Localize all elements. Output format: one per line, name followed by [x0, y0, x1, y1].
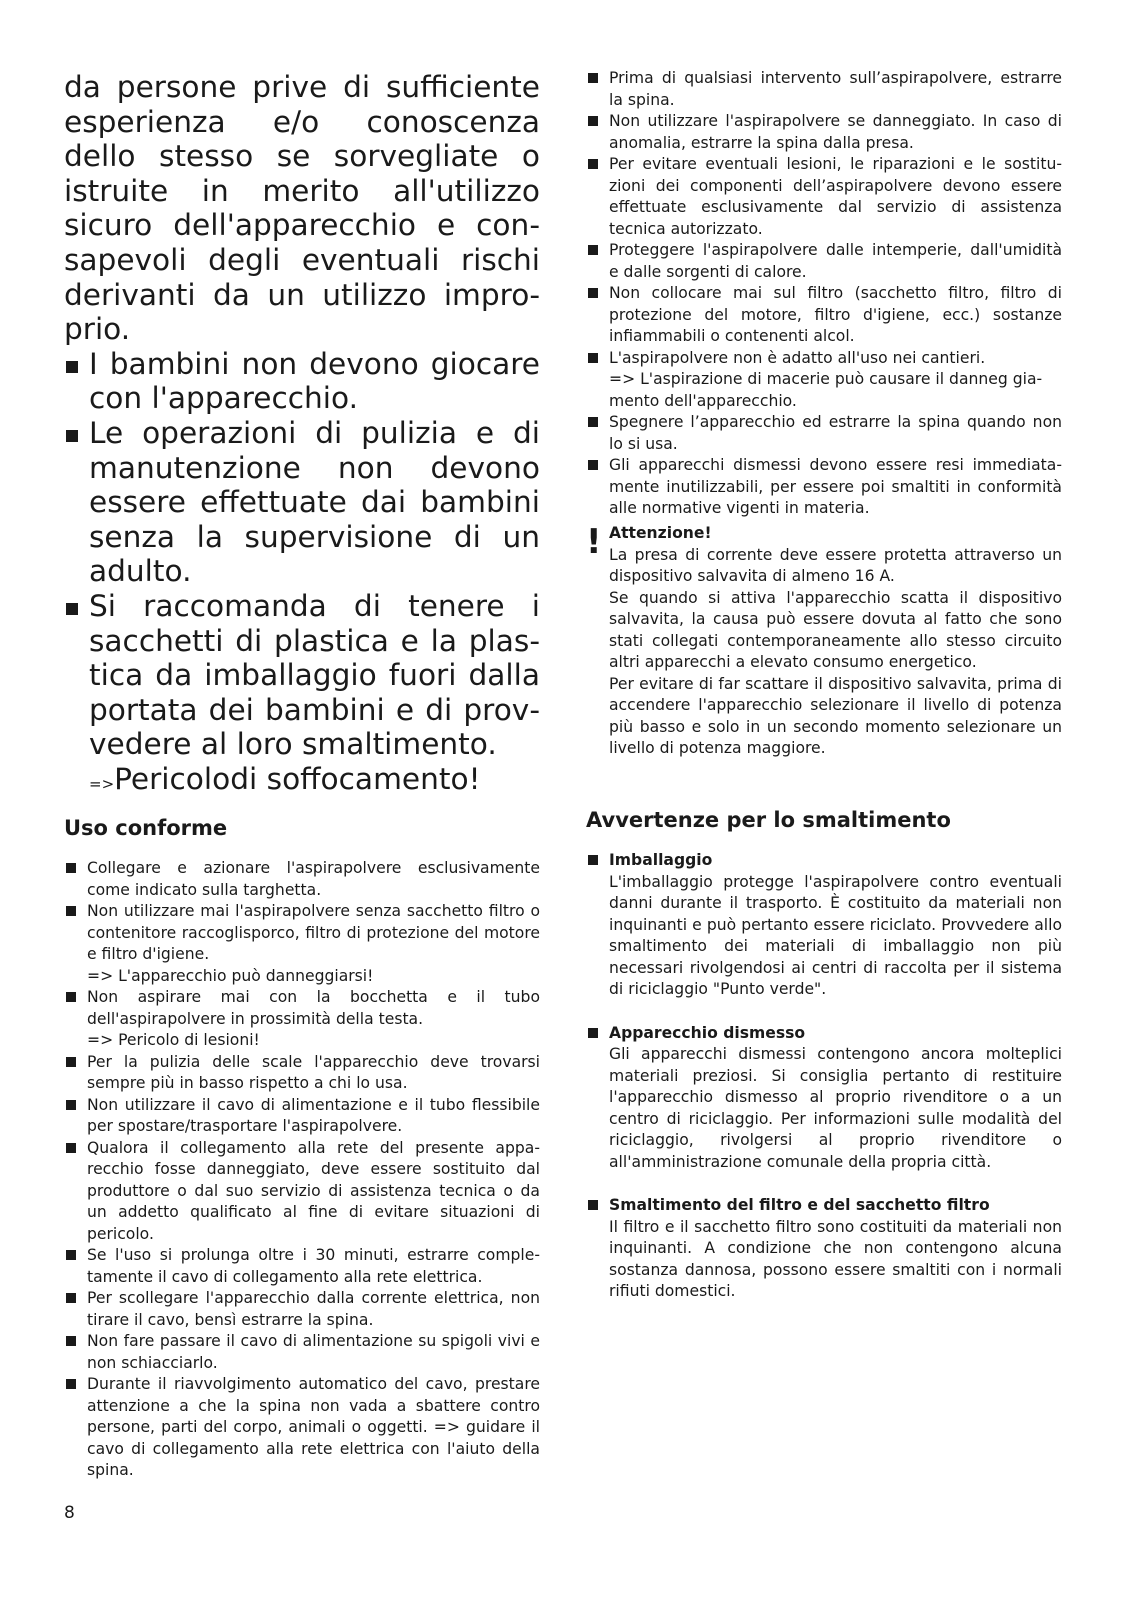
bullet-square-icon — [66, 603, 78, 615]
bullet-square-icon — [588, 855, 598, 865]
large-list-item — [64, 589, 540, 802]
disposal-list — [586, 850, 1062, 1303]
bullet-square-icon — [588, 353, 598, 363]
list-item-text: Collegare e azionare l'aspirapolvere esclusivamente come indicato sulla targhetta. — [87, 859, 540, 899]
large-list-item-continued — [64, 70, 540, 347]
list-item — [64, 1374, 540, 1482]
list-item-note: => L'apparecchio può danneggiarsi! — [87, 966, 374, 985]
list-item-text: Non utilizzare il cavo di alimentazione e il tubo flessibile per spostare/trasportare l'aspirapolvere. — [87, 1095, 540, 1135]
disposal-item-title: Apparecchio dismesso — [609, 1023, 806, 1042]
large-list-item-note-text: Pericolodi soffocamento! — [114, 761, 481, 796]
warning-body — [586, 523, 1062, 760]
arrow-icon: => — [89, 774, 115, 793]
bullet-square-icon — [66, 992, 76, 1002]
list-item — [586, 111, 1062, 154]
bullet-square-icon — [588, 460, 598, 470]
list-item — [64, 1245, 540, 1288]
large-print-list — [64, 70, 540, 801]
list-item — [586, 412, 1062, 455]
list-item-text: Non aspirare mai con la bocchetta e il tubo dell'aspirapolvere in prossimità della testa. — [87, 988, 540, 1028]
disposal-item-text: L'imballaggio protegge l'aspirapolvere contro eventuali danni durante il trasporto. È costituito da materiali non inquinanti e può pertanto essere riciclato. Provvedere allo smaltimento dei materiali di imballaggio non più necessari rivolgendosi ai centri di raccolta per il sistema di riciclaggio "Punto verde". — [609, 872, 1062, 998]
list-item-text: Spegnere l’apparecchio ed estrarre la spina quando non lo si usa. — [609, 413, 1062, 453]
bullet-square-icon — [66, 1250, 76, 1260]
large-list-item-text: Si raccomanda di tenere i sacchetti di plastica e la plastica da imballaggio fuori dalla portata dei bambini e di provvedere al loro smaltimento. — [89, 588, 540, 762]
list-item — [64, 858, 540, 901]
list-item — [64, 1288, 540, 1331]
bullet-square-icon — [66, 1379, 76, 1389]
list-item-text: Non utilizzare l'aspirapolvere se danneggiato. In caso di anomalia, estrarre la spina dalla presa. — [609, 112, 1062, 152]
disposal-item — [586, 1023, 1062, 1174]
list-item-text: Per la pulizia delle scale l'apparecchio deve trovarsi sempre più in basso rispetto a chi lo usa. — [87, 1052, 540, 1092]
list-item-text: Se l'uso si prolunga oltre i 30 minuti, estrarre completamente il cavo di collegamento alla rete elettrica. — [87, 1246, 540, 1286]
safety-list — [586, 68, 1062, 520]
list-item — [64, 1052, 540, 1095]
bullet-square-icon — [588, 159, 598, 169]
list-item-text: Per evitare eventuali lesioni, le riparazioni e le sostituzioni dei componenti dell’aspirapolvere devono essere effettuate esclusivamente dal servizio di assistenza tecnica autorizzato. — [609, 155, 1062, 238]
list-item — [586, 240, 1062, 283]
list-item — [64, 901, 540, 987]
list-item-text: L'aspirapolvere non è adatto all'uso nei cantieri. — [609, 348, 986, 367]
disposal-item-title: Imballaggio — [609, 851, 713, 869]
large-list-item-text: I bambini non devono giocare con l'apparecchio. — [89, 346, 540, 416]
list-item — [64, 1331, 540, 1374]
bullet-square-icon — [66, 1143, 76, 1153]
bullet-square-icon — [588, 1028, 598, 1038]
bullet-square-icon — [66, 863, 76, 873]
list-item — [586, 154, 1062, 240]
bullet-square-icon — [66, 906, 76, 916]
disposal-item-text: Il filtro e il sacchetto filtro sono costituiti da materiali non inquinanti. A condizione che non contengono alcuna sostanza dannosa, possono essere smaltiti con i normali rifiuti domestici. — [609, 1217, 1062, 1300]
section-heading-smaltimento: Avvertenze per lo smaltimento — [586, 808, 951, 832]
bullet-square-icon — [588, 417, 598, 427]
exclamation-icon: ! — [586, 522, 602, 562]
bullet-square-icon — [66, 430, 78, 442]
list-item — [64, 1138, 540, 1246]
bullet-square-icon — [588, 1200, 598, 1210]
bullet-square-icon — [588, 73, 598, 83]
list-item-note: => L'aspirazione di macerie può causare il danneg giamento dell'apparecchio. — [609, 370, 1043, 410]
bullet-square-icon — [66, 1100, 76, 1110]
bullet-square-icon — [66, 361, 78, 373]
list-item — [64, 1095, 540, 1138]
list-item-text: Prima di qualsiasi intervento sull’aspirapolvere, estrarre la spina. — [609, 69, 1062, 109]
list-item — [586, 455, 1062, 520]
bullet-square-icon — [588, 288, 598, 298]
list-item — [586, 68, 1062, 111]
list-item-text: Non fare passare il cavo di alimentazione su spigoli vivi e non schiacciarlo. — [87, 1332, 540, 1372]
list-item — [586, 348, 1062, 413]
section-heading-uso-conforme: Uso conforme — [64, 816, 228, 840]
bullet-square-icon — [588, 245, 598, 255]
large-list-item — [64, 347, 540, 416]
warning-paragraph: La presa di corrente deve essere protetta attraverso un dispositivo salvavita di almeno 16 A. — [609, 545, 1062, 585]
list-item-text: Proteggere l'aspirapolvere dalle intemperie, dall'umidità e dalle sorgenti di calore. — [609, 241, 1062, 281]
page-number: 8 — [64, 1503, 75, 1523]
large-list-item — [64, 416, 540, 589]
large-list-item-text: da persone prive di sufficiente esperienza e/o conoscenza dello stesso se sorvegliate o istruite in merito all'utilizzo sicuro dell'apparecchio e consapevoli degli eventuali rischi derivanti da un utilizzo improprio. — [64, 70, 540, 347]
list-item-text: Durante il riavvolgimento automatico del cavo, prestare attenzione a che la spina non vada a sbattere contro persone, parti del corpo, animali o oggetti. => guidare il cavo di collegamento alla rete elettrica con l'aiuto della spina. — [87, 1375, 540, 1479]
large-list-item-note — [89, 762, 540, 802]
uso-conforme-list — [64, 858, 540, 1482]
warning-paragraph: Se quando si attiva l'apparecchio scatta il dispositivo salvavita, la causa può essere dovuta al fatto che sono stati collegati contemporaneamente allo stesso circuito altri apparecchi a elevato consumo energetico. — [609, 588, 1062, 671]
disposal-item-text: Gli apparecchi dismessi contengono ancora molteplici materiali preziosi. Si consiglia pertanto di restituire l'apparecchio dismesso al proprio rivenditore o a un centro di riciclaggio. Per informazioni sulle modalità del riciclaggio, rivolgersi al proprio rivenditore o all'amministrazione comunale della propria città. — [609, 1045, 1062, 1171]
bullet-square-icon — [66, 1057, 76, 1067]
disposal-item — [586, 1195, 1062, 1303]
list-item-text: Per scollegare l'apparecchio dalla corrente elettrica, non tirare il cavo, bensì estrarre la spina. — [87, 1289, 540, 1329]
bullet-square-icon — [66, 1293, 76, 1303]
list-item-text: Non utilizzare mai l'aspirapolvere senza sacchetto filtro o contenitore raccoglisporco, filtro di protezione del motore e filtro d'igiene. — [87, 902, 540, 963]
bullet-square-icon — [588, 116, 598, 126]
list-item — [64, 987, 540, 1052]
list-item-text: Non collocare mai sul filtro (sacchetto filtro, filtro di protezione del motore, filtro d'igiene, ecc.) sostanze infiammabili o contenenti alcol. — [609, 284, 1062, 345]
list-item-text: Qualora il collegamento alla rete del presente apparecchio fosse danneggiato, deve essere sostituito dal produttore o dal suo servizio di assistenza tecnica o da un addetto qualificato al fine di evitare situazioni di pericolo. — [87, 1138, 540, 1243]
bullet-square-icon — [66, 1336, 76, 1346]
list-item-text: Gli apparecchi dismessi devono essere resi immediatamente inutilizzabili, per essere poi smaltiti in conformità alle normative vigenti in materia. — [609, 456, 1062, 517]
warning-title: Attenzione! — [609, 524, 712, 542]
list-item-note: => Pericolo di lesioni! — [87, 1031, 260, 1049]
disposal-item — [586, 850, 1062, 1001]
list-item — [586, 283, 1062, 348]
disposal-item-title: Smaltimento del filtro e del sacchetto filtro — [609, 1196, 990, 1214]
warning-paragraph: Per evitare di far scattare il dispositivo salvavita, prima di accendere l'apparecchio selezionare il livello di potenza più basso e solo in un secondo momento selezionare un livello di potenza maggiore. — [609, 674, 1062, 757]
large-list-item-text: Le operazioni di pulizia e di manutenzione non devono essere effettuate dai bambini senza la supervisione di un adulto. — [89, 415, 540, 589]
warning-block — [586, 523, 1062, 760]
